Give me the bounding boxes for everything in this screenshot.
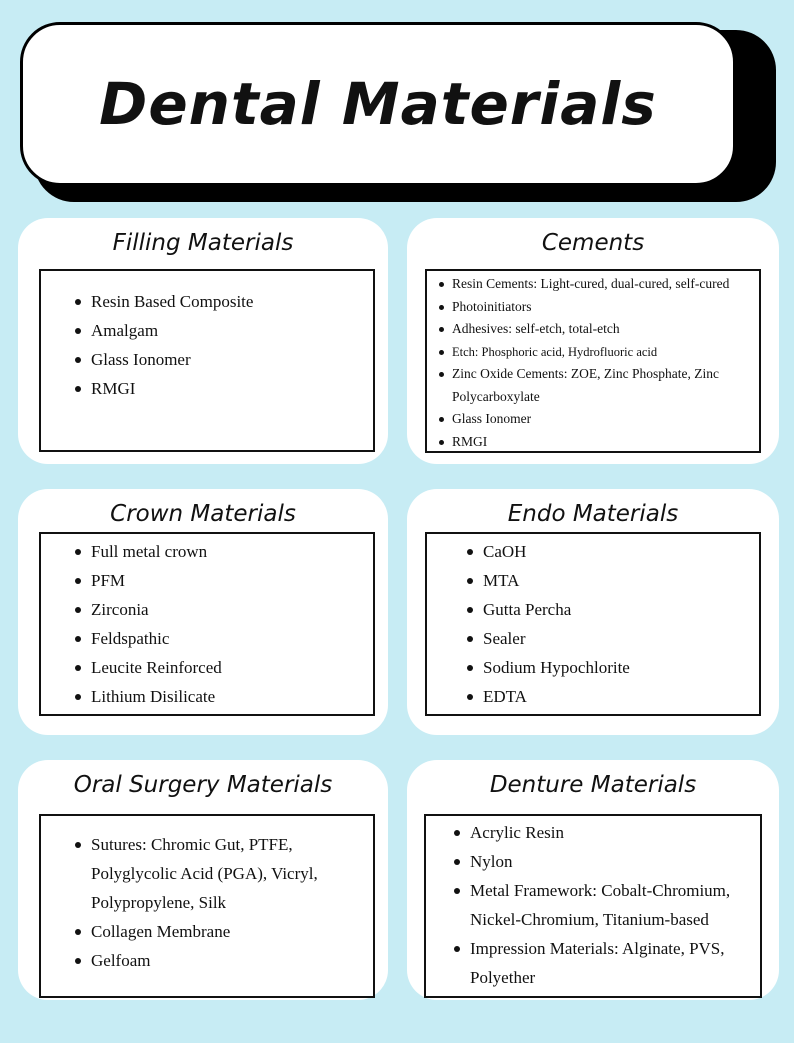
endo-list	[427, 534, 759, 711]
list-box	[39, 532, 375, 716]
list-item: Lithium Disilicate	[91, 682, 373, 711]
filling-list	[41, 271, 373, 403]
list-item: Resin Based Composite	[91, 287, 373, 316]
list-item: Collagen Membrane	[91, 917, 353, 946]
list-item: Nylon	[470, 847, 756, 876]
page-title: Dental Materials	[99, 70, 657, 138]
card-crown-materials	[18, 489, 388, 735]
list-item: Photoinitiators	[452, 296, 759, 319]
list-item: Amalgam	[91, 316, 373, 345]
list-box	[39, 269, 375, 452]
list-item: Sealer	[483, 624, 759, 653]
list-item: Glass Ionomer	[452, 408, 759, 431]
list-item: Glass Ionomer	[91, 345, 373, 374]
list-item: Sodium Hypochlorite	[483, 653, 759, 682]
card-oral-surgery-materials	[18, 760, 388, 1000]
list-item: Adhesives: self-etch, total-etch	[452, 318, 759, 341]
list-item: CaOH	[483, 537, 759, 566]
list-item: Gelfoam	[91, 946, 353, 975]
crown-list	[41, 534, 373, 711]
card-heading: Endo Materials	[507, 501, 679, 527]
list-item: Gutta Percha	[483, 595, 759, 624]
list-item: Etch: Phosphoric acid, Hydrofluoric acid	[452, 341, 759, 364]
list-box	[425, 532, 761, 716]
list-item: Impression Materials: Alginate, PVS, Polyether	[470, 934, 756, 992]
list-item: Zirconia	[91, 595, 373, 624]
card-filling-materials	[18, 218, 388, 464]
list-item: Resin Cements: Light-cured, dual-cured, self-cured	[452, 273, 759, 296]
list-item: Leucite Reinforced	[91, 653, 373, 682]
card-heading: Crown Materials	[110, 501, 296, 527]
list-item: RMGI	[91, 374, 373, 403]
list-item: RMGI	[452, 431, 759, 454]
list-item: MTA	[483, 566, 759, 595]
list-item: Feldspathic	[91, 624, 373, 653]
card-endo-materials	[407, 489, 779, 735]
list-box	[425, 269, 761, 453]
card-heading: Denture Materials	[489, 772, 697, 798]
list-item: Full metal crown	[91, 537, 373, 566]
list-box	[424, 814, 762, 998]
list-item: Acrylic Resin	[470, 818, 756, 847]
card-heading: Oral Surgery Materials	[73, 772, 333, 798]
card-heading: Filling Materials	[112, 230, 294, 256]
list-item: Sutures: Chromic Gut, PTFE, Polyglycolic Acid (PGA), Vicryl, Polypropylene, Silk	[91, 830, 353, 917]
list-item: Metal Framework: Cobalt-Chromium, Nickel-Chromium, Titanium-based	[470, 876, 756, 934]
card-heading: Cements	[541, 230, 645, 256]
card-denture-materials	[407, 760, 779, 1000]
list-item: PFM	[91, 566, 373, 595]
oral-surgery-list	[41, 816, 373, 975]
list-item: EDTA	[483, 682, 759, 711]
title-banner	[20, 22, 736, 186]
card-cements	[407, 218, 779, 464]
denture-list	[426, 816, 760, 992]
cements-list	[427, 271, 759, 453]
list-item: Zinc Oxide Cements: ZOE, Zinc Phosphate, Zinc Polycarboxylate	[452, 363, 759, 408]
list-box	[39, 814, 375, 998]
